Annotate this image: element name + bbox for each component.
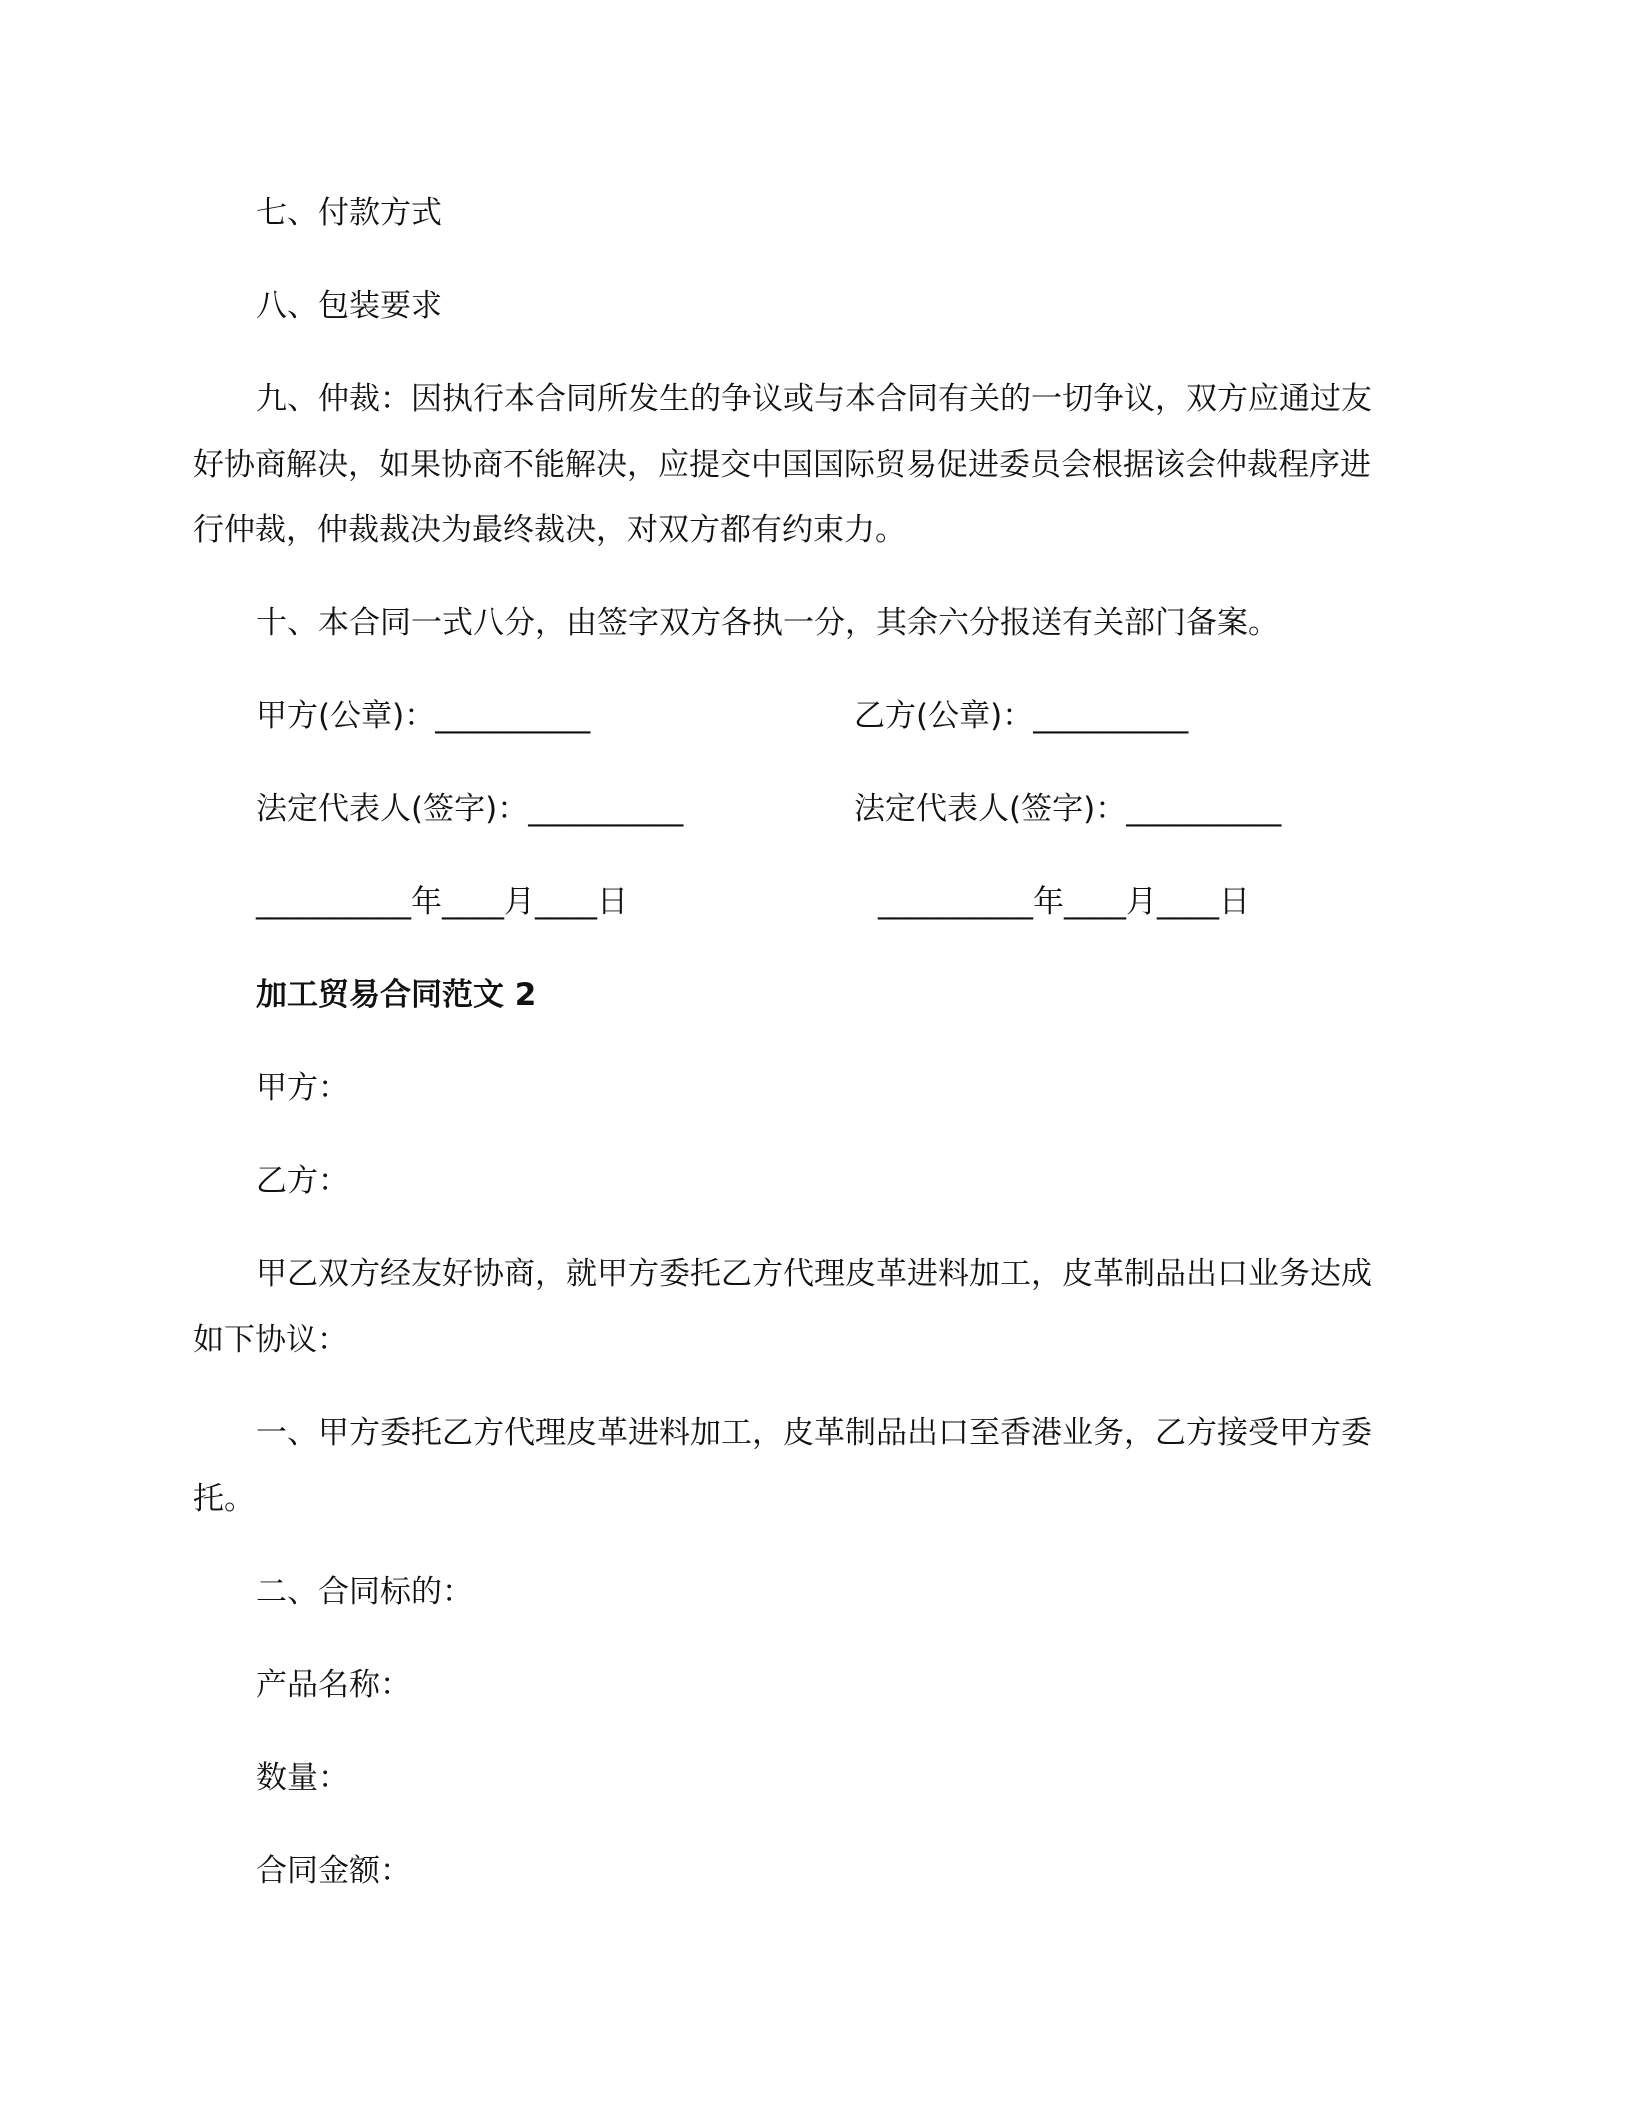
party-b-date-field: __________年____月____日 [878,884,1250,920]
party-a-seal-field: 甲方(公章)：__________ [256,698,591,734]
clause-2-heading: 二、合同标的： [256,1574,473,1610]
clause-1-line-1: 一、甲方委托乙方代理皮革进料加工，皮革制品出口至香港业务，乙方接受甲方委 [256,1415,1372,1451]
contract-amount-label: 合同金额： [256,1853,411,1889]
party-b-seal-field: 乙方(公章)：__________ [854,698,1189,734]
clause-copies: 十、本合同一式八分，由签字双方各执一分，其余六分报送有关部门备案。 [256,605,1279,641]
party-b-label: 乙方： [256,1163,349,1199]
product-name-label: 产品名称： [256,1667,411,1703]
intro-line-2: 如下协议： [193,1322,348,1358]
clause-arbitration-line-3: 行仲裁，仲裁裁决为最终裁决，对双方都有约束力。 [193,512,906,548]
clause-payment-method: 七、付款方式 [256,195,442,231]
party-a-date-field: __________年____月____日 [256,884,628,920]
party-b-representative-field: 法定代表人(签字)：__________ [854,791,1282,827]
clause-packaging-requirements: 八、包装要求 [256,288,442,324]
party-a-representative-field: 法定代表人(签字)：__________ [256,791,684,827]
section-title: 加工贸易合同范文 2 [256,977,537,1013]
clause-arbitration-line-2: 好协商解决，如果协商不能解决，应提交中国国际贸易促进委员会根据该会仲裁程序进 [193,447,1371,483]
intro-line-1: 甲乙双方经友好协商，就甲方委托乙方代理皮革进料加工，皮革制品出口业务达成 [256,1256,1372,1292]
party-a-label: 甲方： [256,1070,349,1106]
clause-1-line-2: 托。 [193,1481,255,1517]
clause-arbitration-line-1: 九、仲裁：因执行本合同所发生的争议或与本合同有关的一切争议，双方应通过友 [256,381,1372,417]
quantity-label: 数量： [256,1760,349,1796]
